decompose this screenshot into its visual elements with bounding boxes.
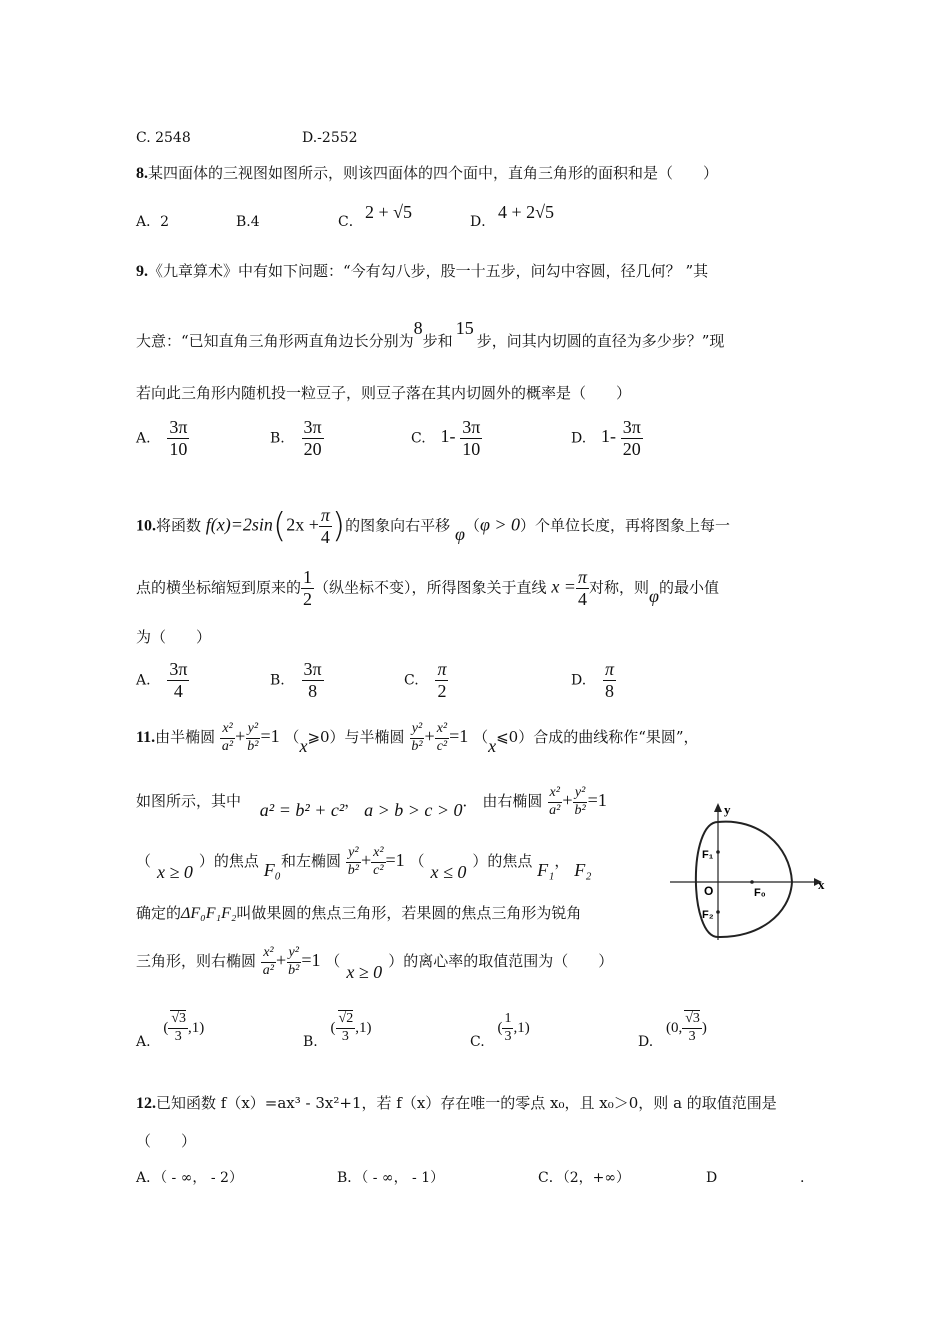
q10-text-1a: 将函数 — [156, 516, 202, 535]
q11-text-5c: ）的离心率的取值范围为（ ） — [388, 952, 614, 971]
q11-line-5: 三角形，则右椭圆 $\frac{\text{x²}}{\text{a²}}$ + $\frac{\text{y²}}{\text{b²}}$ =1 （x ≥ 0）的离心率的取值范围为（ ） — [136, 945, 614, 983]
q12-option-a: A．（ - ∞， - 2） — [136, 1170, 243, 1186]
q12-option-d: D — [706, 1170, 718, 1186]
q11-option-b-label: B. — [303, 1033, 318, 1050]
q9-option-c-fraction — [460, 418, 482, 459]
q10-argument: 2x + — [286, 514, 319, 535]
q12-text-1: 已知函数 f（x）=ax³ - 3x²+1，若 f（x）存在唯一的零点 x₀，且 x₀＞0，则 a 的取值范围是 — [156, 1094, 777, 1112]
y-axis-arrow-icon — [714, 803, 722, 812]
q8-option-d-value: 4 + 2√5 — [498, 202, 555, 222]
q9-b-denominator: 20 — [303, 438, 322, 459]
q7-option-d: D.-2552 — [302, 130, 358, 146]
q9-option-b-label: B. — [270, 430, 285, 447]
q11-option-a — [136, 1011, 205, 1050]
q9-text-1: 《九章算术》中有如下问题：“今有勾八步，股一十五步，问勾中容圆，径几何？ ”其 — [148, 262, 709, 280]
q10-text-1d: ）个单位长度，再将图象上每一 — [520, 516, 731, 535]
q9-b-numerator: 3π — [303, 417, 322, 437]
right-half-ellipse — [718, 822, 792, 937]
q11-text-3d: （ — [409, 852, 425, 871]
q10-text-1c: （ — [464, 516, 480, 535]
q10-option-d-label: D. — [571, 672, 587, 689]
q11-text-2b: 由右椭圆 — [482, 792, 543, 811]
q11-text-3e: ）的焦点 — [472, 852, 533, 871]
q11-text-2a: 如图所示，其中 — [136, 792, 242, 811]
q11-y2-over-b2-left: $\frac{\text{y²}}{\text{b²}}$ — [411, 721, 423, 754]
q10-phi-2: φ — [649, 586, 659, 607]
q10-x-equals: x = — [551, 576, 576, 597]
q10-c-numerator: π — [437, 659, 447, 679]
q10-left-paren: ( — [272, 506, 287, 546]
q9-a-numerator: 3π — [169, 417, 188, 437]
q10-half-fraction — [301, 568, 314, 609]
q10-b-denominator: 8 — [308, 680, 318, 701]
q11-option-a-label: A. — [136, 1033, 151, 1050]
q10-option-c — [404, 660, 448, 701]
q10-option-c-label: C. — [404, 672, 419, 689]
q10-right-paren: ) — [331, 506, 346, 546]
q9-d-prefix: 1- — [600, 426, 616, 447]
q9-value-8: 8 — [413, 318, 423, 338]
q11-text-1a: 由半椭圆 — [155, 728, 216, 747]
q11-text-4b: 叫做果圆的焦点三角形，若果圆的焦点三角形为锐角 — [236, 904, 582, 922]
q11-line-3: （x ≥ 0）的焦点 F₀和左椭圆 $\frac{\text{y²}}{\text{b²}}$ + $\frac{\text{x²}}{\text{c²}}$ =1 （x ≤ 0）的焦点 F₁， F₂ — [136, 845, 592, 883]
q8-option-a: A．2 — [136, 214, 170, 230]
q7-option-c: C. 2548 — [136, 130, 191, 146]
q10-number: 10. — [136, 517, 156, 535]
q11-option-c-value: ( $\frac{1}{3}$ ,1) — [497, 1011, 530, 1044]
q11-line-4 — [136, 904, 581, 923]
q11-b2: b² — [247, 738, 259, 754]
q11-left-x2-over-c2: $\frac{\text{x²}}{\text{c²}}$ — [373, 845, 384, 878]
q10-phi: φ — [454, 524, 465, 545]
q10-option-a-label: A. — [136, 672, 151, 689]
q10-half-denominator: 2 — [303, 588, 313, 609]
q11-line-2: 如图所示，其中 a² = b² + c²， a > b > c > 0． 由右椭圆 $\frac{\text{x²}}{\text{a²}}$ + $\frac{\text{y²}}{\text{b²}}$ =1 — [136, 785, 607, 821]
q8-option-d-label: D． — [470, 214, 496, 230]
q10-option-b-label: B. — [270, 672, 285, 689]
q10-half-numerator: 1 — [303, 567, 313, 587]
q10-text-1b: 的图象向右平移 — [345, 516, 451, 535]
fig-f2-label: F₂ — [702, 909, 714, 921]
q8-option-c-label: C． — [338, 214, 363, 230]
q10-line-2 — [136, 568, 719, 609]
q10-c-denominator: 2 — [437, 680, 447, 701]
q10-d-numerator: π — [604, 659, 614, 679]
q9-c-denominator: 10 — [462, 438, 481, 459]
q9-text-2b: 步和 — [422, 332, 453, 350]
q11-text-4a: 确定的 — [136, 904, 182, 922]
q9-option-a-label: A. — [136, 430, 151, 447]
q11-option-d-label: D. — [638, 1033, 654, 1050]
q10-option-b — [270, 660, 324, 701]
q10-arg-numerator: π — [320, 505, 330, 526]
q11-eq1: =1 — [260, 726, 280, 747]
q11-y2-over-b2 — [245, 722, 260, 754]
q12-option-d-dot: . — [800, 1170, 805, 1186]
q11-relation-1: a² = b² + c² — [259, 800, 345, 821]
fig-origin-label: O — [704, 884, 714, 898]
q11-option-d-value: (0, $\frac{√3}{3}$ ) — [665, 1011, 707, 1044]
q8-number: 8. — [136, 165, 148, 182]
q9-text-2c: 步，问其内切圆的直径为多少步？”现 — [476, 332, 725, 350]
q11-x2-over-c2: $\frac{\text{x²}}{\text{c²}}$ — [436, 721, 448, 754]
q11-text-5a: 三角形，则右椭圆 — [136, 952, 257, 971]
q10-x-denominator: 4 — [577, 588, 587, 609]
q11-left-y2-over-b2: $\frac{\text{y²}}{\text{b²}}$ — [347, 845, 359, 878]
q11-text-3a: （ — [136, 852, 152, 871]
q11-option-a-value: ( $\frac{√3}{3}$ ,1) — [163, 1011, 205, 1044]
q10-x-fraction — [576, 568, 589, 609]
q11-text-1e: ⩽0）合成的曲线称作“果圆”， — [496, 728, 699, 747]
q10-option-a-fraction — [167, 660, 189, 701]
q12-option-b: B．（ - ∞， - 1） — [337, 1170, 445, 1186]
q10-option-b-fraction — [302, 660, 324, 701]
q9-option-a-fraction — [167, 418, 189, 459]
q8-option-c-value: 2 + √5 — [365, 202, 413, 222]
q11-l5-x2-over-a2: $\frac{\text{x²}}{\text{a²}}$ — [262, 945, 274, 978]
q9-option-c-label: C. — [411, 430, 426, 447]
q8-text: 某四面体的三视图如图所示，则该四面体的四个面中，直角三角形的面积和是（ ） — [148, 164, 719, 182]
q10-x-numerator: π — [577, 567, 587, 587]
q8-stem — [136, 164, 718, 183]
q9-option-d — [571, 418, 643, 459]
focus-f1-point — [716, 850, 720, 854]
q10-d-denominator: 8 — [604, 680, 614, 701]
fig-f0-label: F₀ — [754, 887, 766, 899]
q11-relation-2: a > b > c > 0 — [364, 800, 463, 821]
q11-text-3c: 和左椭圆 — [280, 852, 341, 871]
q12-option-c: C．（2，+∞） — [538, 1170, 631, 1186]
q11-cond-5: x ≥ 0 — [346, 962, 383, 983]
q11-text-1d: （ — [473, 728, 489, 747]
q11-focus-f1: F₁ — [537, 860, 555, 881]
q11-right-y2-over-b2: $\frac{\text{y²}}{\text{b²}}$ — [574, 785, 586, 818]
q9-d-numerator: 3π — [622, 417, 641, 437]
q9-text-2a: 大意：“已知直角三角形两直角边长分别为 — [136, 332, 414, 350]
q11-number: 11. — [136, 729, 156, 747]
fig-y-label: y — [724, 802, 731, 817]
q11-option-d — [638, 1011, 707, 1050]
q9-line-1 — [136, 262, 708, 281]
q10-text-2a: 点的横坐标缩短到原来的 — [136, 578, 302, 597]
q12-line-2: （ ） — [136, 1132, 197, 1150]
q10-option-a — [136, 660, 189, 701]
q11-x-var-2: x — [488, 736, 497, 757]
q9-c-numerator: 3π — [462, 417, 481, 437]
q10-b-numerator: 3π — [303, 659, 322, 679]
q11-text-3b: ）的焦点 — [198, 852, 259, 871]
q10-a-denominator: 4 — [173, 680, 183, 701]
q11-option-c — [470, 1011, 530, 1050]
q11-option-b-value: ( $\frac{√2}{3}$ ,1) — [330, 1011, 372, 1044]
q11-a2: a² — [221, 738, 234, 754]
q11-text-1b: （ — [284, 728, 300, 747]
q11-text-1c: ⩾0）与半椭圆 — [307, 728, 405, 747]
q9-option-b-fraction — [302, 418, 324, 459]
q10-text-2b: （纵坐标不变），所得图象关于直线 — [314, 578, 547, 597]
q11-x2-over-a2 — [220, 722, 235, 754]
q9-option-d-fraction — [621, 418, 643, 459]
q11-option-b — [303, 1011, 372, 1050]
q10-arg-denominator: 4 — [320, 526, 330, 547]
q11-x-var: x — [299, 736, 308, 757]
q11-option-c-label: C. — [470, 1033, 485, 1050]
q12-line-1 — [136, 1094, 777, 1113]
q11-text-5b: （ — [325, 952, 341, 971]
q10-function: f(x)=2sin — [205, 514, 273, 535]
q10-option-c-fraction — [435, 660, 448, 701]
q9-d-denominator: 20 — [622, 438, 641, 459]
fig-f1-label: F₁ — [702, 849, 714, 861]
q10-line-1 — [136, 506, 730, 547]
fig-x-label: x — [818, 877, 825, 892]
q11-focus-f2: F₂ — [574, 860, 592, 881]
focus-f2-point — [716, 910, 720, 914]
q11-l5-y2-over-b2: $\frac{\text{y²}}{\text{b²}}$ — [288, 945, 300, 978]
q10-arg-fraction — [319, 506, 332, 547]
q9-line-2 — [136, 318, 725, 352]
q9-option-b — [270, 418, 324, 459]
q9-number: 9. — [136, 263, 148, 280]
q10-option-d — [571, 660, 616, 701]
q10-text-2c: 对称，则 — [588, 578, 649, 597]
q9-line-3: 若向此三角形内随机投一粒豆子，则豆子落在其内切圆外的概率是（ ） — [136, 384, 632, 402]
q9-value-15: 15 — [455, 318, 474, 338]
q10-option-d-fraction — [603, 660, 616, 701]
q11-x2: x² — [220, 722, 234, 739]
q10-a-numerator: 3π — [169, 659, 188, 679]
focus-f0-point — [750, 880, 754, 884]
q11-y2: y² — [246, 722, 260, 739]
q9-a-denominator: 10 — [169, 438, 188, 459]
q11-triangle: ΔF₀F₁F₂ — [181, 905, 237, 922]
q9-option-a — [136, 418, 189, 459]
q9-option-c — [411, 418, 482, 459]
q11-fruit-curve-figure — [668, 800, 828, 942]
q11-focus-f0: F₀ — [263, 860, 281, 881]
q12-number: 12. — [136, 1095, 156, 1112]
q11-cond-left: x ≤ 0 — [430, 862, 467, 883]
q11-line-1: 11.由半椭圆 $\frac{\text{x²}}{\text{a²}}$ + $\frac{\text{y²}}{\text{b²}}$ =1 （x⩾0）与半椭圆 $\frac{\text{y²}}{\text{b²}}$ + $\frac{\text{x²}}{\text{c²}}$ =1 （x⩽0）合成的曲线称作“果圆”， — [136, 721, 699, 757]
q11-cond-right: x ≥ 0 — [157, 862, 193, 883]
q9-option-d-label: D. — [571, 430, 587, 447]
q11-right-x2-over-a2: $\frac{\text{x²}}{\text{a²}}$ — [549, 785, 561, 818]
q10-line-3: 为（ ） — [136, 628, 212, 646]
q10-condition: φ > 0 — [479, 514, 521, 535]
q8-option-b: B.4 — [236, 214, 260, 230]
q9-c-prefix: 1- — [440, 426, 456, 447]
q10-text-2d: 的最小值 — [658, 578, 719, 597]
